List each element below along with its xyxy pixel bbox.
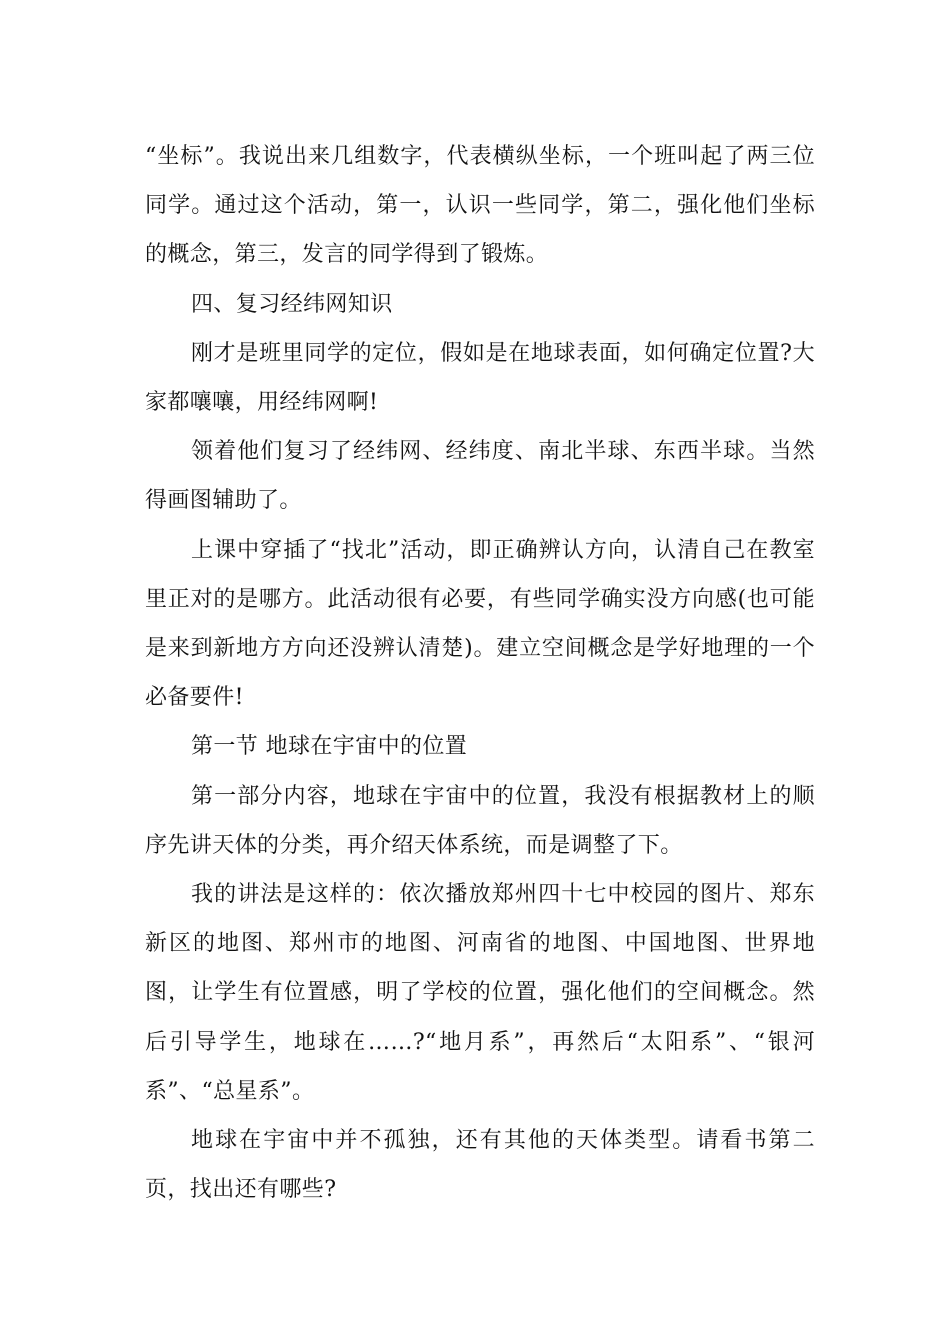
- paragraph-locating-on-earth: 刚才是班里同学的定位，假如是在地球表面，如何确定位置?大家都嚷嚷，用经纬网啊!: [145, 340, 815, 416]
- paragraph-teaching-method: 我的讲法是这样的：依次播放郑州四十七中校园的图片、郑东新区的地图、郑州市的地图、河南省的地图、中国地图、世界地图，让学生有位置感，明了学校的位置，强化他们的空间概念。然后引导学生，地球在……?“地月系”，再然后“太阳系”、“银河系”、“总星系”。: [145, 882, 815, 1104]
- section-heading-review: 四、复习经纬网知识: [191, 291, 393, 317]
- paragraph-coordinate-activity: “坐标”。我说出来几组数字，代表横纵坐标，一个班叫起了两三位同学。通过这个活动，第一，认识一些同学，第二，强化他们坐标的概念，第三，发言的同学得到了锻炼。: [145, 144, 815, 268]
- section-heading-lesson-one: 第一节 地球在宇宙中的位置: [191, 734, 468, 760]
- paragraph-first-part: 第一部分内容，地球在宇宙中的位置，我没有根据教材上的顺序先讲天体的分类，再介绍天体系统，而是调整了下。: [145, 783, 815, 858]
- paragraph-find-north: 上课中穿插了“找北”活动，即正确辨认方向，认清自己在教室里正对的是哪方。此活动很有必要，有些同学确实没方向感(也可能是来到新地方方向还没辨认清楚)。建立空间概念是学好地理的一个必备要件!: [145, 537, 815, 711]
- paragraph-celestial-bodies: 地球在宇宙中并不孤独，还有其他的天体类型。请看书第二页，找出还有哪些?: [145, 1128, 815, 1203]
- document-body: [145, 132, 815, 1214]
- paragraph-review-grid: 领着他们复习了经纬网、经纬度、南北半球、东西半球。当然得画图辅助了。: [145, 439, 815, 514]
